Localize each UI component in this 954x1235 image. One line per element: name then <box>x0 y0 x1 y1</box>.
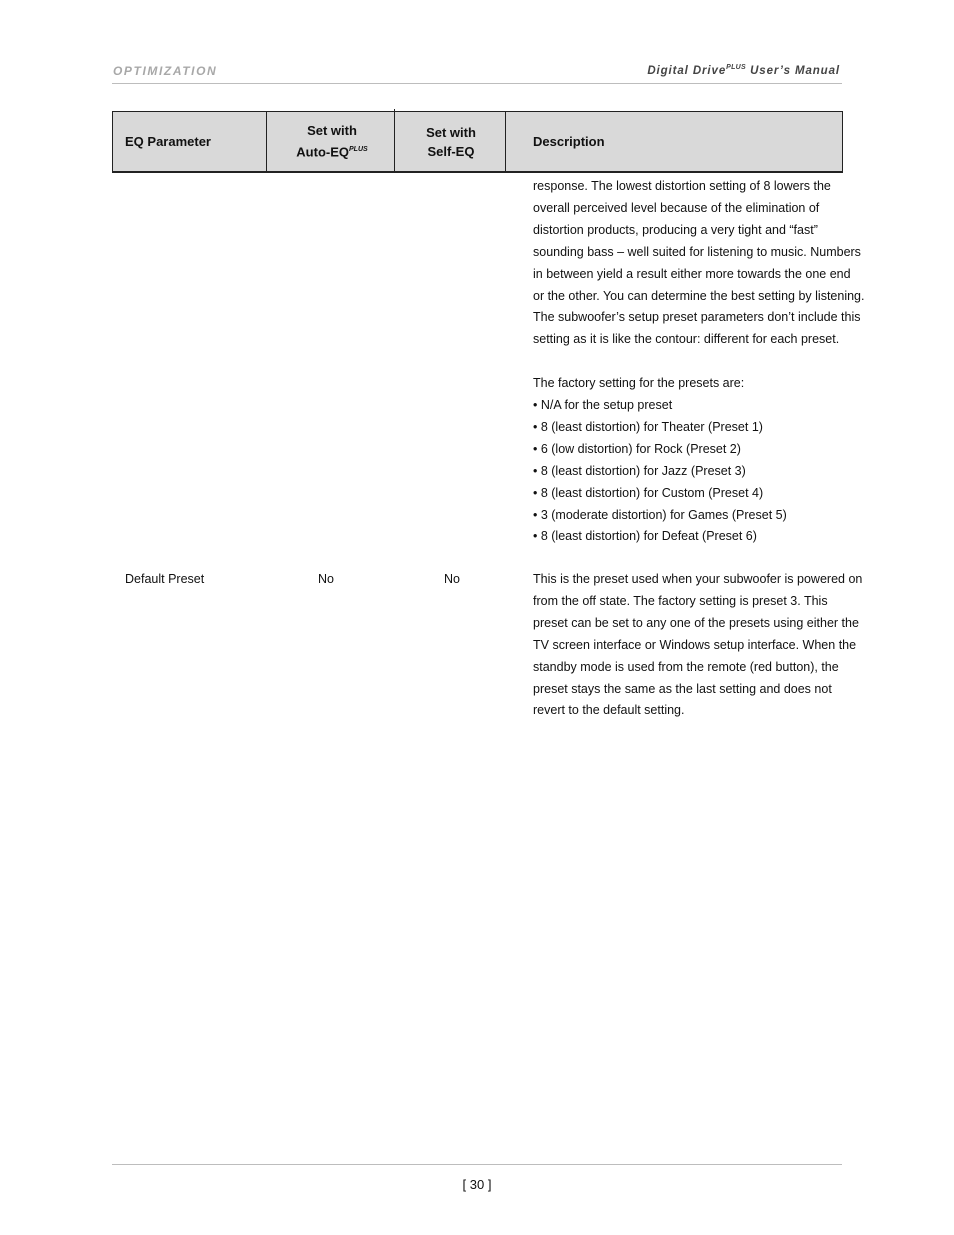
row-description-default-preset <box>533 569 863 722</box>
header-auto-eq-superscript: PLUS <box>349 146 368 154</box>
header-description-label: Description <box>533 134 605 149</box>
description-line: overall perceived level because of the elimination of <box>533 200 820 215</box>
header-set-with-auto-eq <box>268 112 396 171</box>
paragraph-gap <box>533 351 845 373</box>
header-eq-parameter-label: EQ Parameter <box>125 134 211 149</box>
description-line: in between yield a result either more towards the one end <box>533 266 851 281</box>
manual-title-main: Digital Drive <box>647 64 727 77</box>
description-line: • 6 (low distortion) for Rock (Preset 2) <box>533 441 741 456</box>
section-title: OPTIMIZATION <box>113 64 218 78</box>
header-auto-eq-line2 <box>296 140 367 161</box>
description-line: from the off state. The factory setting is preset 3. This <box>533 593 828 608</box>
row-param-default-preset: Default Preset <box>125 572 205 586</box>
header-set-with-self-eq <box>396 112 506 171</box>
header-eq-parameter <box>125 112 211 171</box>
manual-title <box>647 64 840 77</box>
description-line: • 8 (least distortion) for Jazz (Preset 3) <box>533 463 746 478</box>
manual-title-suffix: User’s Manual <box>746 64 840 77</box>
header-rule <box>112 83 842 84</box>
manual-title-superscript: PLUS <box>726 64 746 71</box>
header-description <box>533 112 605 171</box>
row-self-eq-value: No <box>444 572 460 586</box>
description-line: sounding bass – well suited for listening to music. Numbers <box>533 244 861 259</box>
description-line: • 3 (moderate distortion) for Games (Preset 5) <box>533 507 787 522</box>
description-line: or the other. You can determine the best setting by listening. <box>533 288 865 303</box>
row-auto-eq-value: No <box>318 572 334 586</box>
description-line: preset can be set to any one of the presets using either the <box>533 615 859 630</box>
description-line: The subwoofer’s setup preset parameters don’t include this <box>533 310 861 325</box>
description-line: This is the preset used when your subwoofer is powered on <box>533 572 863 586</box>
description-line: TV screen interface or Windows setup interface. When the <box>533 637 857 652</box>
header-self-eq-line1: Set with <box>426 124 476 140</box>
column-divider <box>266 112 267 171</box>
description-line: setting as it is like the contour: different for each preset. <box>533 332 840 347</box>
footer-rule <box>112 1164 842 1165</box>
description-line: • 8 (least distortion) for Theater (Preset 1) <box>533 419 763 434</box>
table-header <box>112 111 843 173</box>
description-line: distortion products, producing a very tight and “fast” <box>533 222 818 237</box>
description-line: • 8 (least distortion) for Custom (Preset 4) <box>533 485 764 500</box>
header-self-eq-line2: Self-EQ <box>427 143 475 159</box>
description-line: preset stays the same as the last setting and does not <box>533 681 832 696</box>
description-line: The factory setting for the presets are: <box>533 376 745 391</box>
header-auto-eq-label: Auto-EQ <box>296 144 350 160</box>
page-number: [ 30 ] <box>462 1177 492 1192</box>
description-line: revert to the default setting. <box>533 703 685 718</box>
description-line: response. The lowest distortion setting of 8 lowers the <box>533 179 831 193</box>
header-auto-eq-line1: Set with <box>307 123 357 139</box>
description-line: • N/A for the setup preset <box>533 398 673 413</box>
continued-description <box>533 176 865 548</box>
description-line: • 8 (least distortion) for Defeat (Preset 6) <box>533 529 757 544</box>
description-line: standby mode is used from the remote (red button), the <box>533 659 839 674</box>
